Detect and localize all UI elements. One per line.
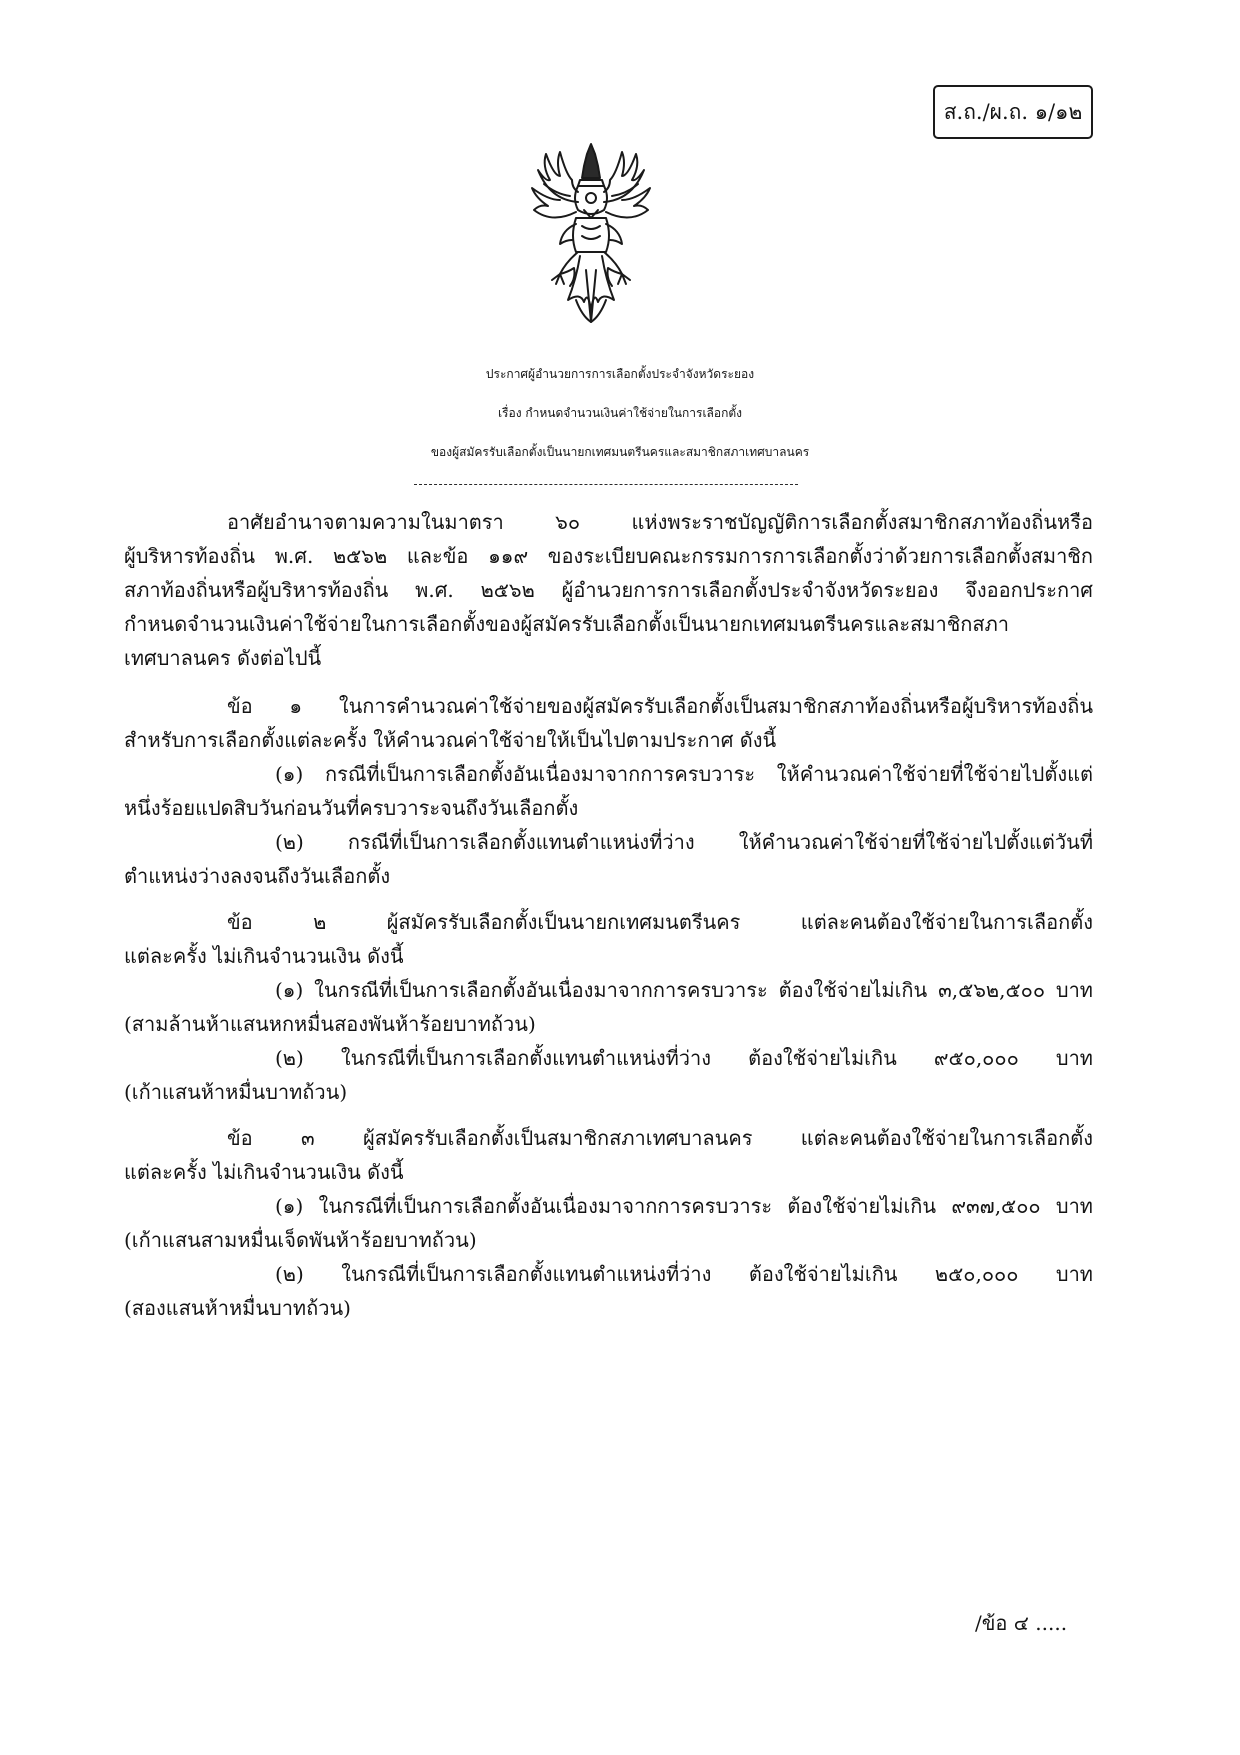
preamble-line-2: ผู้บริหารท้องถิ่น พ.ศ. ๒๕๖๒ และข้อ ๑๑๙ ของระเบียบคณะกรรมการการเลือกตั้งว่าด้วยการเลือกตั้งสมาชิก bbox=[124, 544, 1093, 568]
preamble-line-4: กำหนดจำนวนเงินค่าใช้จ่ายในการเลือกตั้งของผู้สมัครรับเลือกตั้งเป็นนายกเทศมนตรีนครและสมาชิกสภา bbox=[124, 612, 1010, 636]
form-code: ส.ถ./ผ.ถ. ๑/๑๒ bbox=[943, 99, 1083, 124]
clause-1-intro-line-1: ข้อ ๑ ในการคำนวณค่าใช้จ่ายของผู้สมัครรับเลือกตั้งเป็นสมาชิกสภาท้องถิ่นหรือผู้บริหารท้องถิ่น bbox=[227, 694, 1093, 718]
announcement-title bbox=[0, 355, 1240, 472]
clause-2-intro-line-2: แต่ละครั้ง ไม่เกินจำนวนเงิน ดังนี้ bbox=[124, 944, 404, 968]
clause-1-item-2-line-1: (๒) กรณีที่เป็นการเลือกตั้งแทนตำแหน่งที่ว่าง ให้คำนวณค่าใช้จ่ายที่ใช้จ่ายไปตั้งแต่วันที่ bbox=[275, 830, 1093, 854]
clause-3-item-1-line-1: (๑) ในกรณีที่เป็นการเลือกตั้งอันเนื่องมาจากการครบวาระ ต้องใช้จ่ายไม่เกิน ๙๓๗,๕๐๐ บาท bbox=[275, 1194, 1093, 1218]
clause-2-item-2-line-1: (๒) ในกรณีที่เป็นการเลือกตั้งแทนตำแหน่งที่ว่าง ต้องใช้จ่ายไม่เกิน ๙๕๐,๐๐๐ บาท bbox=[275, 1046, 1093, 1070]
garuda-emblem-icon bbox=[520, 140, 662, 328]
clause-2-intro-line-1: ข้อ ๒ ผู้สมัครรับเลือกตั้งเป็นนายกเทศมนตรีนคร แต่ละคนต้องใช้จ่ายในการเลือกตั้ง bbox=[227, 910, 1093, 934]
clause-3-item-1-line-2: (เก้าแสนสามหมื่นเจ็ดพันห้าร้อยบาทถ้วน) bbox=[124, 1228, 477, 1252]
title-line-2: เรื่อง กำหนดจำนวนเงินค่าใช้จ่ายในการเลือกตั้ง bbox=[497, 406, 743, 420]
clause-1-item-1-line-2: หนึ่งร้อยแปดสิบวันก่อนวันที่ครบวาระจนถึงวันเลือกตั้ง bbox=[124, 796, 579, 820]
preamble-line-3: สภาท้องถิ่นหรือผู้บริหารท้องถิ่น พ.ศ. ๒๕๖๒ ผู้อำนวยการการเลือกตั้งประจำจังหวัดระยอง จึงออกประกาศ bbox=[124, 578, 1093, 602]
form-code-box bbox=[933, 85, 1093, 139]
clause-3-item-2-line-1: (๒) ในกรณีที่เป็นการเลือกตั้งแทนตำแหน่งที่ว่าง ต้องใช้จ่ายไม่เกิน ๒๕๐,๐๐๐ บาท bbox=[275, 1262, 1093, 1286]
preamble-line-5: เทศบาลนคร ดังต่อไปนี้ bbox=[124, 646, 322, 670]
clause-2-item-1-line-1: (๑) ในกรณีที่เป็นการเลือกตั้งอันเนื่องมาจากการครบวาระ ต้องใช้จ่ายไม่เกิน ๓,๕๖๒,๕๐๐ บาท bbox=[275, 978, 1093, 1002]
clause-1-item-2-line-2: ตำแหน่งว่างลงจนถึงวันเลือกตั้ง bbox=[124, 864, 391, 888]
clause-1-intro-line-2: สำหรับการเลือกตั้งแต่ละครั้ง ให้คำนวณค่าใช้จ่ายให้เป็นไปตามประกาศ ดังนี้ bbox=[124, 728, 777, 752]
clause-3-item-2-line-2: (สองแสนห้าหมื่นบาทถ้วน) bbox=[124, 1296, 351, 1320]
title-line-1: ประกาศผู้อำนวยการการเลือกตั้งประจำจังหวัดระยอง bbox=[485, 367, 755, 381]
title-divider bbox=[414, 484, 798, 485]
clause-2-item-1-line-2: (สามล้านห้าแสนหกหมื่นสองพันห้าร้อยบาทถ้วน) bbox=[124, 1012, 536, 1036]
preamble-line-1: อาศัยอำนาจตามความในมาตรา ๖๐ แห่งพระราชบัญญัติการเลือกตั้งสมาชิกสภาท้องถิ่นหรือ bbox=[227, 510, 1093, 534]
clause-1-item-1-line-1: (๑) กรณีที่เป็นการเลือกตั้งอันเนื่องมาจากการครบวาระ ให้คำนวณค่าใช้จ่ายที่ใช้จ่ายไปตั้งแต่ bbox=[275, 762, 1093, 786]
clause-2-item-2-line-2: (เก้าแสนห้าหมื่นบาทถ้วน) bbox=[124, 1080, 348, 1104]
clause-3-intro-line-1: ข้อ ๓ ผู้สมัครรับเลือกตั้งเป็นสมาชิกสภาเทศบาลนคร แต่ละคนต้องใช้จ่ายในการเลือกตั้ง bbox=[227, 1126, 1093, 1150]
next-page-reference: /ข้อ ๔ ..... bbox=[975, 1611, 1068, 1635]
title-line-3: ของผู้สมัครรับเลือกตั้งเป็นนายกเทศมนตรีนครและสมาชิกสภาเทศบาลนคร bbox=[430, 445, 810, 459]
clause-3-intro-line-2: แต่ละครั้ง ไม่เกินจำนวนเงิน ดังนี้ bbox=[124, 1160, 404, 1184]
